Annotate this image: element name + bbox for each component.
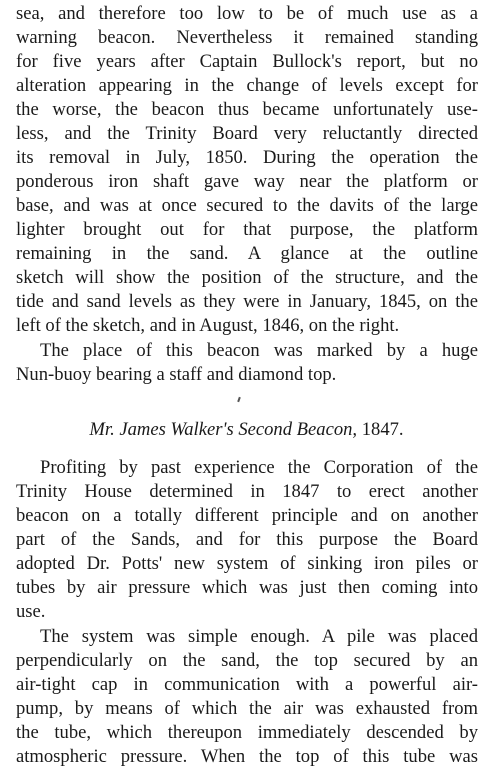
text-line: base, and was at once secured to the davits of the large: [16, 195, 478, 216]
text-line: warning beacon. Nevertheless it remained standing: [16, 27, 478, 48]
text-line: its removal in July, 1850. During the operation the: [16, 147, 478, 168]
section-heading-year: 1847.: [361, 419, 404, 440]
text-line: alteration appearing in the change of levels except for: [16, 75, 478, 96]
text-line: Profiting by past experience the Corporation of the: [40, 457, 478, 478]
text-line: part of the Sands, and for this purpose the Board: [16, 529, 478, 550]
text-line: left of the sketch, and in August, 1846, on the right.: [16, 315, 400, 336]
text-line: tide and sand levels as they were in January, 1845, on the: [16, 291, 478, 312]
text-line: beacon on a totally different principle and on another: [16, 505, 478, 526]
text-line: less, and the Trinity Board very reluctantly directed: [16, 123, 478, 144]
text-line: air-tight cap in communication with a powerful air-: [16, 674, 478, 695]
text-line: lighter brought out for that purpose, the platform: [16, 219, 478, 240]
text-line: Nun-buoy bearing a staff and diamond top.: [16, 364, 337, 385]
text-line: atmospheric pressure. When the top of this tube was: [16, 746, 478, 767]
text-line: sea, and therefore too low to be of much use as a: [16, 3, 478, 24]
text-line: the tube, which thereupon immediately descended by: [16, 722, 478, 743]
text-line: the worse, the beacon thus became unfortunately use-: [16, 99, 478, 120]
text-line: remaining in the sand. A glance at the outline: [16, 243, 478, 264]
section-heading: [0, 418, 493, 442]
text-line: Trinity House determined in 1847 to erect another: [16, 481, 478, 502]
text-line: pump, by means of which the air was exhausted from: [16, 698, 478, 719]
text-line: adopted Dr. Potts' new system of sinking iron piles or: [16, 553, 478, 574]
text-line: The system was simple enough. A pile was placed: [40, 626, 478, 647]
text-line: ponderous iron shaft gave way near the platform or: [16, 171, 478, 192]
text-line: for five years after Captain Bullock's report, but no: [16, 51, 478, 72]
text-line: perpendicularly on the sand, the top secured by an: [16, 650, 478, 671]
text-line: The place of this beacon was marked by a huge: [40, 340, 478, 361]
print-speck: [237, 397, 241, 402]
section-heading-title: Mr. James Walker's Second Beacon,: [89, 419, 358, 440]
text-line: sketch will show the position of the structure, and the: [16, 267, 478, 288]
text-line: use.: [16, 601, 46, 622]
text-line: tubes by air pressure which was just then coming into: [16, 577, 478, 598]
